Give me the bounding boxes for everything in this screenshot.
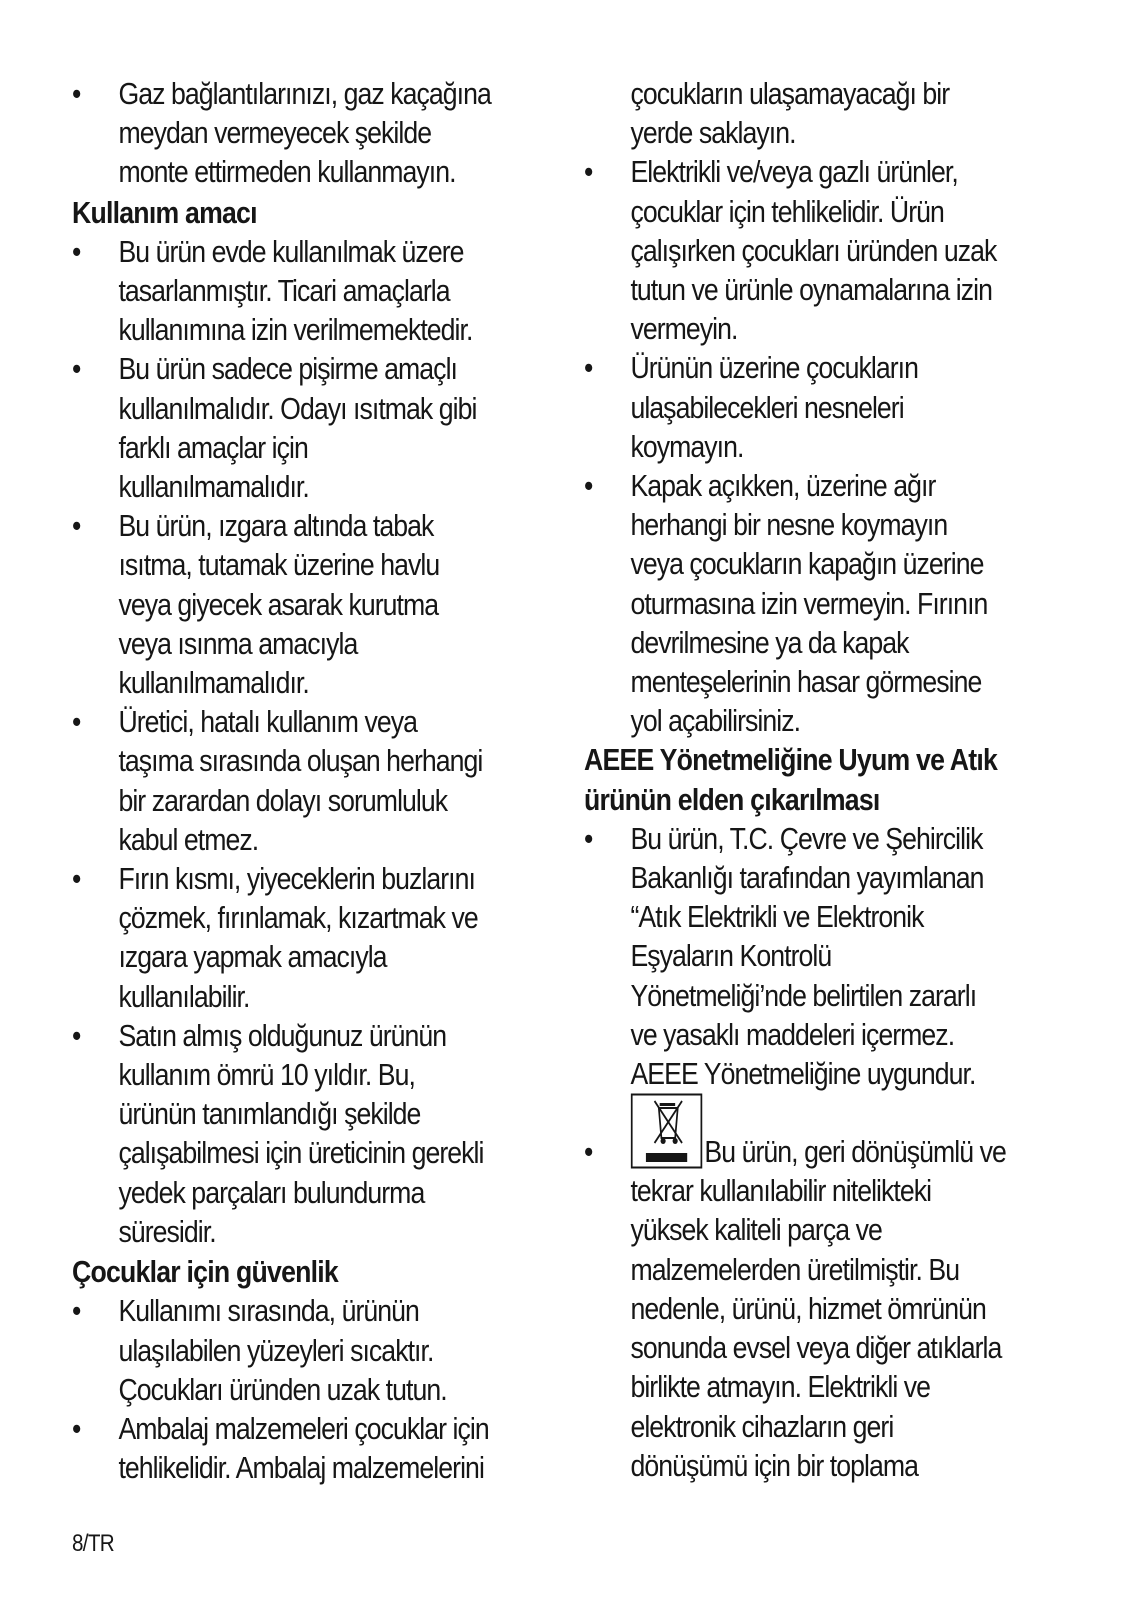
text-line: Yönetmeliği’nde belirtilen zararlı — [630, 977, 977, 1013]
text-line: çözmek, fırınlamak, kızartmak ve — [118, 900, 478, 936]
text-line: ulaşılabilen yüzeyleri sıcaktır. — [118, 1332, 434, 1368]
text-line: Ürünün üzerine çocukların — [630, 350, 918, 386]
text-line: ızgara yapmak amacıyla — [118, 939, 387, 975]
text-line: kullanılmamalıdır. — [118, 665, 309, 701]
bullet: • — [72, 1410, 81, 1446]
text-line: Çocukları üründen uzak tutun. — [118, 1371, 447, 1407]
bullet: • — [72, 351, 81, 387]
text-line: ve yasaklı maddeleri içermez. — [630, 1016, 955, 1052]
text-line: meydan vermeyecek şekilde — [118, 115, 432, 151]
text-line: yüksek kaliteli parça ve — [630, 1212, 882, 1248]
text-line: yol açabilirsiniz. — [630, 703, 801, 739]
right-column-text — [584, 74, 1053, 1485]
list-item-text — [630, 348, 1052, 466]
text-line: Kapak açıkken, üzerine ağır — [630, 468, 936, 504]
text-line: çalışabilmesi için üreticinin gerekli — [118, 1135, 484, 1171]
text-line: ısıtma, tutamak üzerine havlu — [118, 547, 440, 583]
text-line: ulaşabilecekleri nesneleri — [630, 389, 904, 425]
list-item — [72, 74, 561, 192]
left-column-text — [72, 74, 561, 1487]
text-line: kullanımına izin verilmemektedir. — [118, 312, 473, 348]
text-line: kullanım ömrü 10 yıldır. Bu, — [118, 1057, 415, 1093]
text-line: veya ısınma amacıyla — [118, 625, 358, 661]
text-line: monte ettirmeden kullanmayın. — [118, 154, 456, 190]
text-line: kullanılabilir. — [118, 978, 250, 1014]
text-line: malzemelerden üretilmiştir. Bu — [630, 1251, 960, 1287]
text-line: kabul etmez. — [118, 821, 259, 857]
bullet: • — [584, 350, 593, 386]
text-line: kullanılmalıdır. Odayı ısıtmak gibi — [118, 390, 477, 426]
text-line: veya çocukların kapağın üzerine — [630, 546, 984, 582]
list-item-text — [118, 74, 560, 192]
list-item — [584, 466, 1053, 740]
text-line: çocuklar için tehlikelidir. Ürün — [630, 193, 944, 229]
list-item — [72, 349, 561, 506]
text-line: Eşyaların Kontrolü — [630, 938, 832, 974]
section-heading-usage: Kullanım amacı — [72, 194, 257, 230]
list-item-text — [118, 506, 560, 702]
children-list-continued — [584, 152, 1053, 740]
text-line: nedenle, ürünü, hizmet ömrünün — [630, 1290, 986, 1326]
text-line: devrilmesine ya da kapak — [630, 624, 909, 660]
right-column — [584, 74, 1054, 1485]
text-line: çocukların ulaşamayacağı bir — [630, 76, 950, 111]
text-line: tekrar kullanılabilir nitelikteki — [630, 1173, 932, 1209]
page-number: 8/TR — [72, 1530, 114, 1557]
text-line: süresidir. — [118, 1213, 216, 1249]
section-heading-weee — [584, 740, 1053, 818]
text-line: Bu ürün sadece pişirme amaçlı — [118, 351, 458, 387]
text-line: sonunda evsel veya diğer atıklarla — [630, 1330, 1002, 1366]
list-item — [72, 1016, 561, 1251]
recycle-first-line: Bu ürün, geri dönüşümlü ve — [704, 1134, 1006, 1170]
bullet: • — [584, 468, 593, 504]
list-item — [584, 819, 1053, 1093]
text-line: elektronik cihazların geri — [630, 1408, 894, 1444]
text-line: Bu ürün, ızgara altında tabak — [118, 508, 434, 544]
list-item — [72, 702, 561, 859]
list-item — [72, 232, 561, 350]
text-line: Kullanımı sırasında, ürünün — [118, 1293, 419, 1329]
usage-list — [72, 232, 561, 1251]
text-line: AEEE Yönetmeliğine uygundur. — [630, 1056, 976, 1092]
text-line: Üretici, hatalı kullanım veya — [118, 704, 417, 740]
bullet: • — [72, 704, 81, 740]
text-line: kullanılmamalıdır. — [118, 469, 309, 505]
text-line: birlikte atmayın. Elektrikli ve — [630, 1369, 931, 1405]
list-item-text — [630, 152, 1052, 348]
bullet: • — [72, 76, 81, 111]
text-line: yedek parçaları bulundurma — [118, 1174, 425, 1210]
list-item-text — [630, 819, 1052, 1093]
bullet: • — [72, 861, 81, 897]
text-line: Satın almış olduğunuz ürünün — [118, 1017, 447, 1053]
text-line: ürünün elden çıkarılması — [584, 781, 880, 817]
bullet: • — [584, 154, 593, 190]
list-item-text — [630, 466, 1052, 740]
crossed-out-wheelie-bin-icon — [630, 1093, 702, 1169]
text-line: ürünün tanımlandığı şekilde — [118, 1096, 421, 1132]
list-item-text — [118, 232, 560, 350]
text-line: “Atık Elektrikli ve Elektronik — [630, 899, 924, 935]
section-heading-children: Çocuklar için güvenlik — [72, 1254, 338, 1290]
text-line: Bakanlığı tarafından yayımlanan — [630, 860, 984, 896]
text-line: Fırın kısmı, yiyeceklerin buzlarını — [118, 861, 475, 897]
text-line: Bu ürün evde kullanılmak üzere — [118, 233, 464, 269]
bullet: • — [584, 820, 593, 856]
text-line: oturmasına izin vermeyin. Fırının — [630, 585, 988, 621]
text-line: menteşelerinin hasar görmesine — [630, 664, 982, 700]
text-line: tehlikelidir. Ambalaj malzemelerini — [118, 1450, 484, 1486]
left-column — [72, 74, 562, 1487]
bullet: • — [72, 1293, 81, 1329]
bullet: • — [72, 508, 81, 544]
text-line: tasarlanmıştır. Ticari amaçlarla — [118, 273, 450, 309]
list-item — [72, 1409, 561, 1487]
list-item — [72, 859, 561, 1016]
text-line: Elektrikli ve/veya gazlı ürünler, — [630, 154, 958, 190]
text-line: çalışırken çocukları üründen uzak — [630, 232, 997, 268]
text-line: bir zarardan dolayı sorumluluk — [118, 782, 448, 818]
list-item — [72, 1291, 561, 1409]
children-list — [72, 1291, 561, 1487]
text-line: vermeyin. — [630, 311, 738, 347]
list-item-text — [118, 1409, 560, 1487]
list-item — [584, 152, 1053, 348]
bullet: • — [584, 1134, 593, 1170]
text-line: farklı amaçlar için — [118, 429, 308, 465]
text-line: Bu ürün, T.C. Çevre ve Şehircilik — [630, 820, 983, 856]
bullet: • — [72, 1017, 81, 1053]
list-item-text — [118, 349, 560, 506]
list-item-text — [118, 702, 560, 859]
text-line: tutun ve ürünle oynamalarına izin — [630, 272, 992, 308]
recycle-item — [584, 1093, 1053, 1171]
bullet: • — [72, 233, 81, 269]
list-item-text — [118, 1016, 560, 1251]
text-line: dönüşümü için bir toplama — [630, 1447, 918, 1483]
text-line: Gaz bağlantılarınızı, gaz kaçağına — [118, 76, 491, 111]
text-line: Ambalaj malzemeleri çocuklar için — [118, 1410, 489, 1446]
recycle-text — [584, 1171, 1053, 1485]
list-item — [72, 506, 561, 702]
text-line: koymayın. — [630, 428, 744, 464]
list-item-text — [118, 1291, 560, 1409]
list-item — [584, 348, 1053, 466]
text-line: veya giyecek asarak kurutma — [118, 586, 439, 622]
text-line: taşıma sırasında oluşan herhangi — [118, 743, 483, 779]
text-line: AEEE Yönetmeliğine Uyum ve Atık — [584, 742, 998, 778]
list-item-text — [118, 859, 560, 1016]
text-line: herhangi bir nesne koymayın — [630, 507, 948, 543]
continued-text — [584, 74, 1053, 152]
text-line: yerde saklayın. — [630, 115, 796, 151]
